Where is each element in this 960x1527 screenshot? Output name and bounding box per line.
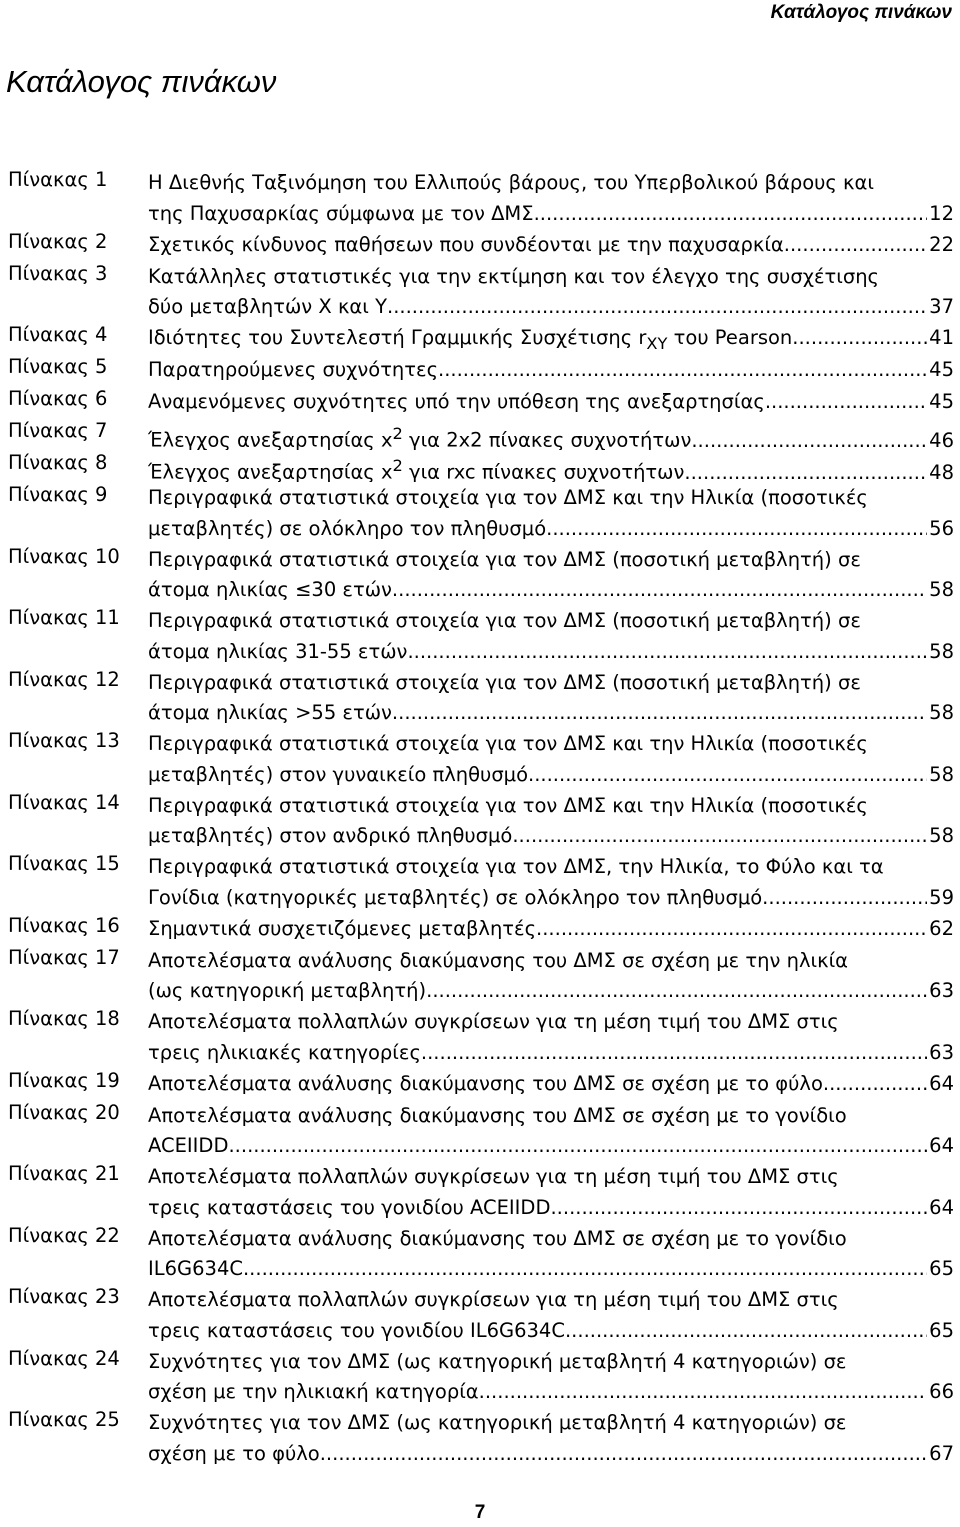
toc-entry-title-line: Έλεγχος ανεξαρτησίας $x^2$ για 2x2 πίνακες συχνοτήτων — [148, 424, 692, 450]
toc-entry-label: Πίνακας 5 — [8, 355, 108, 378]
dot-leader — [546, 514, 927, 545]
toc-entry-title — [148, 1101, 954, 1162]
toc-entry-title-line: Σχετικός κίνδυνος παθήσεων που συνδέονται με την παχυσαρκία — [148, 232, 784, 256]
toc-entry-title-line: Γονίδια (κατηγορικές μεταβλητές) σε ολόκληρο τον πληθυσμό — [148, 885, 763, 909]
toc-entry-page: 64 — [929, 1134, 954, 1157]
toc-entry-page: 58 — [929, 701, 954, 724]
toc-entry-title-line: τρεις ηλικιακές κατηγορίες. — [148, 1040, 428, 1064]
toc-entry-page: 12 — [929, 201, 954, 225]
toc-entry-title-line: τρεις καταστάσεις του γονιδίου IL6G634C — [148, 1318, 565, 1342]
toc-entry-page: 65 — [929, 1318, 954, 1342]
toc-entry-title-line: Περιγραφικά στατιστικά στοιχεία για τον ΔΜΣ (ποσοτική μεταβλητή) σε — [148, 547, 861, 571]
toc-entry-title — [148, 545, 954, 606]
toc-entry-title-line: Αποτελέσματα ανάλυσης διακύμανσης του ΔΜΣ σε σχέση με το γονίδιο — [148, 1103, 847, 1127]
toc-entry-title-line: Κατάλληλες στατιστικές για την εκτίμηση και τον έλεγχο της συσχέτισης — [148, 264, 880, 288]
toc-entry-page: 37 — [929, 295, 954, 318]
toc-entry-title — [148, 1224, 954, 1285]
toc-entry-label: Πίνακας 12 — [8, 667, 120, 691]
toc-entry-title-line: Αποτελέσματα πολλαπλών συγκρίσεων για τη μέση τιμή του ΔΜΣ στις — [148, 1288, 839, 1311]
dot-leader — [392, 575, 927, 606]
toc-entry-title-line: δύο μεταβλητών X και Y — [148, 295, 387, 318]
toc-entry-label: Πίνακας 16 — [8, 913, 120, 937]
toc-entry-title-line: άτομα ηλικίας 31-55 ετών — [148, 639, 408, 663]
toc-entry-title-line: Περιγραφικά στατιστικά στοιχεία για τον ΔΜΣ και την Ηλικία (ποσοτικές — [148, 486, 868, 509]
toc-entry-title-line: Αποτελέσματα πολλαπλών συγκρίσεων για τη μέση τιμή του ΔΜΣ στις — [148, 1010, 839, 1033]
toc-entry-title-line: Συχνότητες για τον ΔΜΣ (ως κατηγορική μεταβλητή 4 κατηγοριών) σε — [148, 1349, 847, 1373]
toc-entry-title — [148, 914, 954, 945]
toc-entry-page: 41 — [929, 326, 954, 349]
toc-entry-page: 58 — [929, 639, 954, 663]
toc-entry-title — [148, 1408, 954, 1469]
toc-entry-title — [148, 1007, 954, 1068]
toc-entry-page: 66 — [929, 1380, 954, 1403]
toc-entry-page: 56 — [929, 516, 954, 540]
toc-entry-label: Πίνακας 1 — [8, 168, 108, 191]
dot-leader — [228, 1131, 927, 1162]
dot-leader — [792, 323, 927, 354]
dot-leader — [550, 1193, 927, 1224]
toc-entry-page: 64 — [929, 1195, 954, 1219]
toc-entry-page: 64 — [929, 1071, 954, 1095]
toc-entry-title — [148, 168, 954, 229]
toc-entry-title — [148, 323, 954, 354]
toc-entry-page: 63 — [929, 1040, 954, 1064]
toc-entry-title — [148, 1069, 954, 1100]
toc-entry-label: Πίνακας 13 — [8, 729, 120, 752]
dot-leader — [528, 760, 927, 791]
toc-entry-title-line: Περιγραφικά στατιστικά στοιχεία για τον ΔΜΣ, την Ηλικία, το Φύλο και τα — [148, 855, 884, 878]
toc-entry-label: Πίνακας 8 — [8, 451, 108, 474]
toc-entry-label: Πίνακας 11 — [8, 606, 120, 629]
toc-entry-title — [148, 1347, 954, 1408]
toc-entry-label: Πίνακας 21 — [8, 1162, 120, 1185]
toc-entry-title — [148, 230, 954, 261]
toc-entry-title-line: ACEIIDD — [148, 1134, 229, 1157]
toc-entry-title-line: Η Διεθνής Ταξινόμηση του Ελλιπούς βάρους, του Υπερβολικού βάρους και — [148, 171, 875, 194]
toc-entry-label: Πίνακας 9 — [8, 483, 108, 506]
dot-leader — [320, 1439, 927, 1470]
dot-leader — [426, 976, 927, 1007]
toc-entry-label: Πίνακας 7 — [8, 419, 108, 442]
toc-entry-title — [148, 668, 954, 729]
dot-leader — [691, 426, 927, 450]
toc-entry-title-line: μεταβλητές) στον γυναικείο πληθυσμό — [148, 762, 529, 786]
toc-entry-label: Πίνακας 20 — [8, 1100, 120, 1124]
toc-entry-label: Πίνακας 22 — [8, 1223, 120, 1247]
dot-leader — [512, 821, 927, 852]
running-header: Κατάλογος πινάκων — [770, 2, 952, 23]
toc-entry-title-line: Περιγραφικά στατιστικά στοιχεία για τον ΔΜΣ (ποσοτική μεταβλητή) σε — [148, 670, 861, 694]
toc-entry-page: 59 — [929, 885, 954, 909]
toc-entry-title — [148, 483, 954, 544]
toc-entry-label: Πίνακας 15 — [8, 852, 120, 875]
toc-entry-label: Πίνακας 25 — [8, 1408, 120, 1431]
dot-leader — [438, 355, 927, 386]
toc-entry-title — [148, 387, 954, 418]
toc-entry-title-line: Έλεγχος ανεξαρτησίας $x^2$ για rxc πίνακες συχνοτήτων — [148, 456, 685, 482]
toc-entry-title-line: σχέση με το φύλο — [148, 1441, 320, 1465]
toc-entry-title-line: μεταβλητές) στον ανδρικό πληθυσμό — [148, 824, 513, 847]
dot-leader — [784, 230, 927, 261]
toc-entry-page: 45 — [929, 390, 954, 413]
toc-entry-title — [148, 1285, 954, 1346]
toc-entry-title — [148, 451, 954, 482]
toc-entry-title-line: Αναμενόμενες συχνότητες υπό την υπόθεση της ανεξαρτησίας — [148, 390, 765, 413]
toc-entry-page: 65 — [929, 1257, 954, 1280]
toc-entry-label: Πίνακας 4 — [8, 323, 108, 346]
dot-leader — [427, 1038, 927, 1069]
toc-entry-page: 22 — [929, 232, 954, 256]
dot-leader — [534, 199, 928, 230]
toc-entry-title-line: σχέση με την ηλικιακή κατηγορία — [148, 1380, 479, 1403]
dot-leader — [392, 698, 927, 729]
toc-entry-title-line: άτομα ηλικίας ≤30 ετών — [148, 578, 392, 601]
dot-leader — [479, 1377, 928, 1408]
toc-entry-title — [148, 262, 954, 323]
toc-entry-title — [148, 852, 954, 913]
toc-entry-label: Πίνακας 2 — [8, 229, 108, 253]
page-number: 7 — [474, 1502, 486, 1523]
toc-entry-title — [148, 791, 954, 852]
toc-entry-page: 46 — [929, 428, 954, 450]
toc-entry-title — [148, 606, 954, 667]
toc-entry-title — [148, 946, 954, 1007]
toc-entry-label: Πίνακας 24 — [8, 1346, 120, 1370]
dot-leader — [823, 1069, 927, 1100]
toc-entry-label: Πίνακας 19 — [8, 1068, 120, 1092]
toc-entry-title-line: Περιγραφικά στατιστικά στοιχεία για τον ΔΜΣ και την Ηλικία (ποσοτικές — [148, 793, 868, 817]
toc-entry-title-line: Περιγραφικά στατιστικά στοιχεία για τον ΔΜΣ (ποσοτική μεταβλητή) σε — [148, 609, 861, 632]
dot-leader — [387, 292, 927, 323]
toc-entry-label: Πίνακας 23 — [8, 1285, 120, 1308]
toc-entry-title-line: μεταβλητές) σε ολόκληρο τον πληθυσμό — [148, 516, 547, 540]
toc-entry-label: Πίνακας 6 — [8, 387, 108, 410]
toc-entry-title-line: της Παχυσαρκίας σύμφωνα με τον ΔΜΣ — [148, 201, 534, 225]
toc-entry-page: 67 — [929, 1441, 954, 1465]
toc-entry-title-line: Αποτελέσματα ανάλυσης διακύμανσης του ΔΜΣ σε σχέση με την ηλικία — [148, 948, 849, 972]
toc-entry-title-line: Σημαντικά συσχετιζόμενες μεταβλητές — [148, 916, 537, 940]
toc-entry-title — [148, 355, 954, 386]
toc-entry-page: 48 — [929, 460, 954, 482]
toc-entry-title-line: Αποτελέσματα ανάλυσης διακύμανσης του ΔΜΣ σε σχέση με το γονίδιο — [148, 1226, 847, 1250]
toc-entry-page: 58 — [929, 578, 954, 601]
page-title: Κατάλογος πινάκων — [6, 64, 277, 99]
toc-entry-page: 58 — [929, 824, 954, 847]
dot-leader — [565, 1316, 927, 1347]
toc-entry-title-line: άτομα ηλικίας >55 ετών — [148, 701, 392, 724]
toc-entry-title-line: IL6G634C — [148, 1257, 243, 1280]
dot-leader — [765, 387, 927, 418]
toc-entry-label: Πίνακας 3 — [8, 261, 108, 285]
toc-entry-label: Πίνακας 17 — [8, 945, 120, 969]
toc-entry-title-line: Αποτελέσματα ανάλυσης διακύμανσης του ΔΜΣ σε σχέση με το φύλο — [148, 1071, 823, 1095]
toc-entry-page: 45 — [929, 358, 954, 381]
dot-leader — [762, 883, 927, 914]
dot-leader — [684, 458, 927, 482]
toc-entry-title — [148, 1162, 954, 1223]
toc-entry-page: 63 — [929, 979, 954, 1002]
toc-entry-title — [148, 729, 954, 790]
toc-entry-title-line: (ως κατηγορική μεταβλητή) — [148, 979, 427, 1002]
toc-entry-title — [148, 419, 954, 450]
toc-entry-title-line: τρεις καταστάσεις του γονιδίου ACEIIDD — [148, 1195, 551, 1219]
toc-entry-title-line: Συχνότητες για τον ΔΜΣ (ως κατηγορική μεταβλητή 4 κατηγοριών) σε — [148, 1411, 847, 1434]
toc-entry-title-line: Ιδιότητες του Συντελεστή Γραμμικής Συσχέτισης $r_{XY}$ του Pearson — [148, 326, 793, 353]
toc-entry-label: Πίνακας 10 — [8, 544, 120, 568]
toc-entry-page: 58 — [929, 762, 954, 786]
toc-entry-label: Πίνακας 18 — [8, 1007, 120, 1030]
toc-entry-page: 62 — [929, 916, 954, 940]
toc-entry-title-line: Παρατηρούμενες συχνότητες — [148, 358, 439, 381]
dot-leader — [536, 914, 927, 945]
dot-leader — [243, 1254, 927, 1285]
toc-entry-title-line: Αποτελέσματα πολλαπλών συγκρίσεων για τη μέση τιμή του ΔΜΣ στις — [148, 1165, 839, 1188]
toc-entry-title-line: Περιγραφικά στατιστικά στοιχεία για τον ΔΜΣ και την Ηλικία (ποσοτικές — [148, 732, 868, 755]
toc-entry-label: Πίνακας 14 — [8, 790, 120, 814]
dot-leader — [407, 637, 927, 668]
